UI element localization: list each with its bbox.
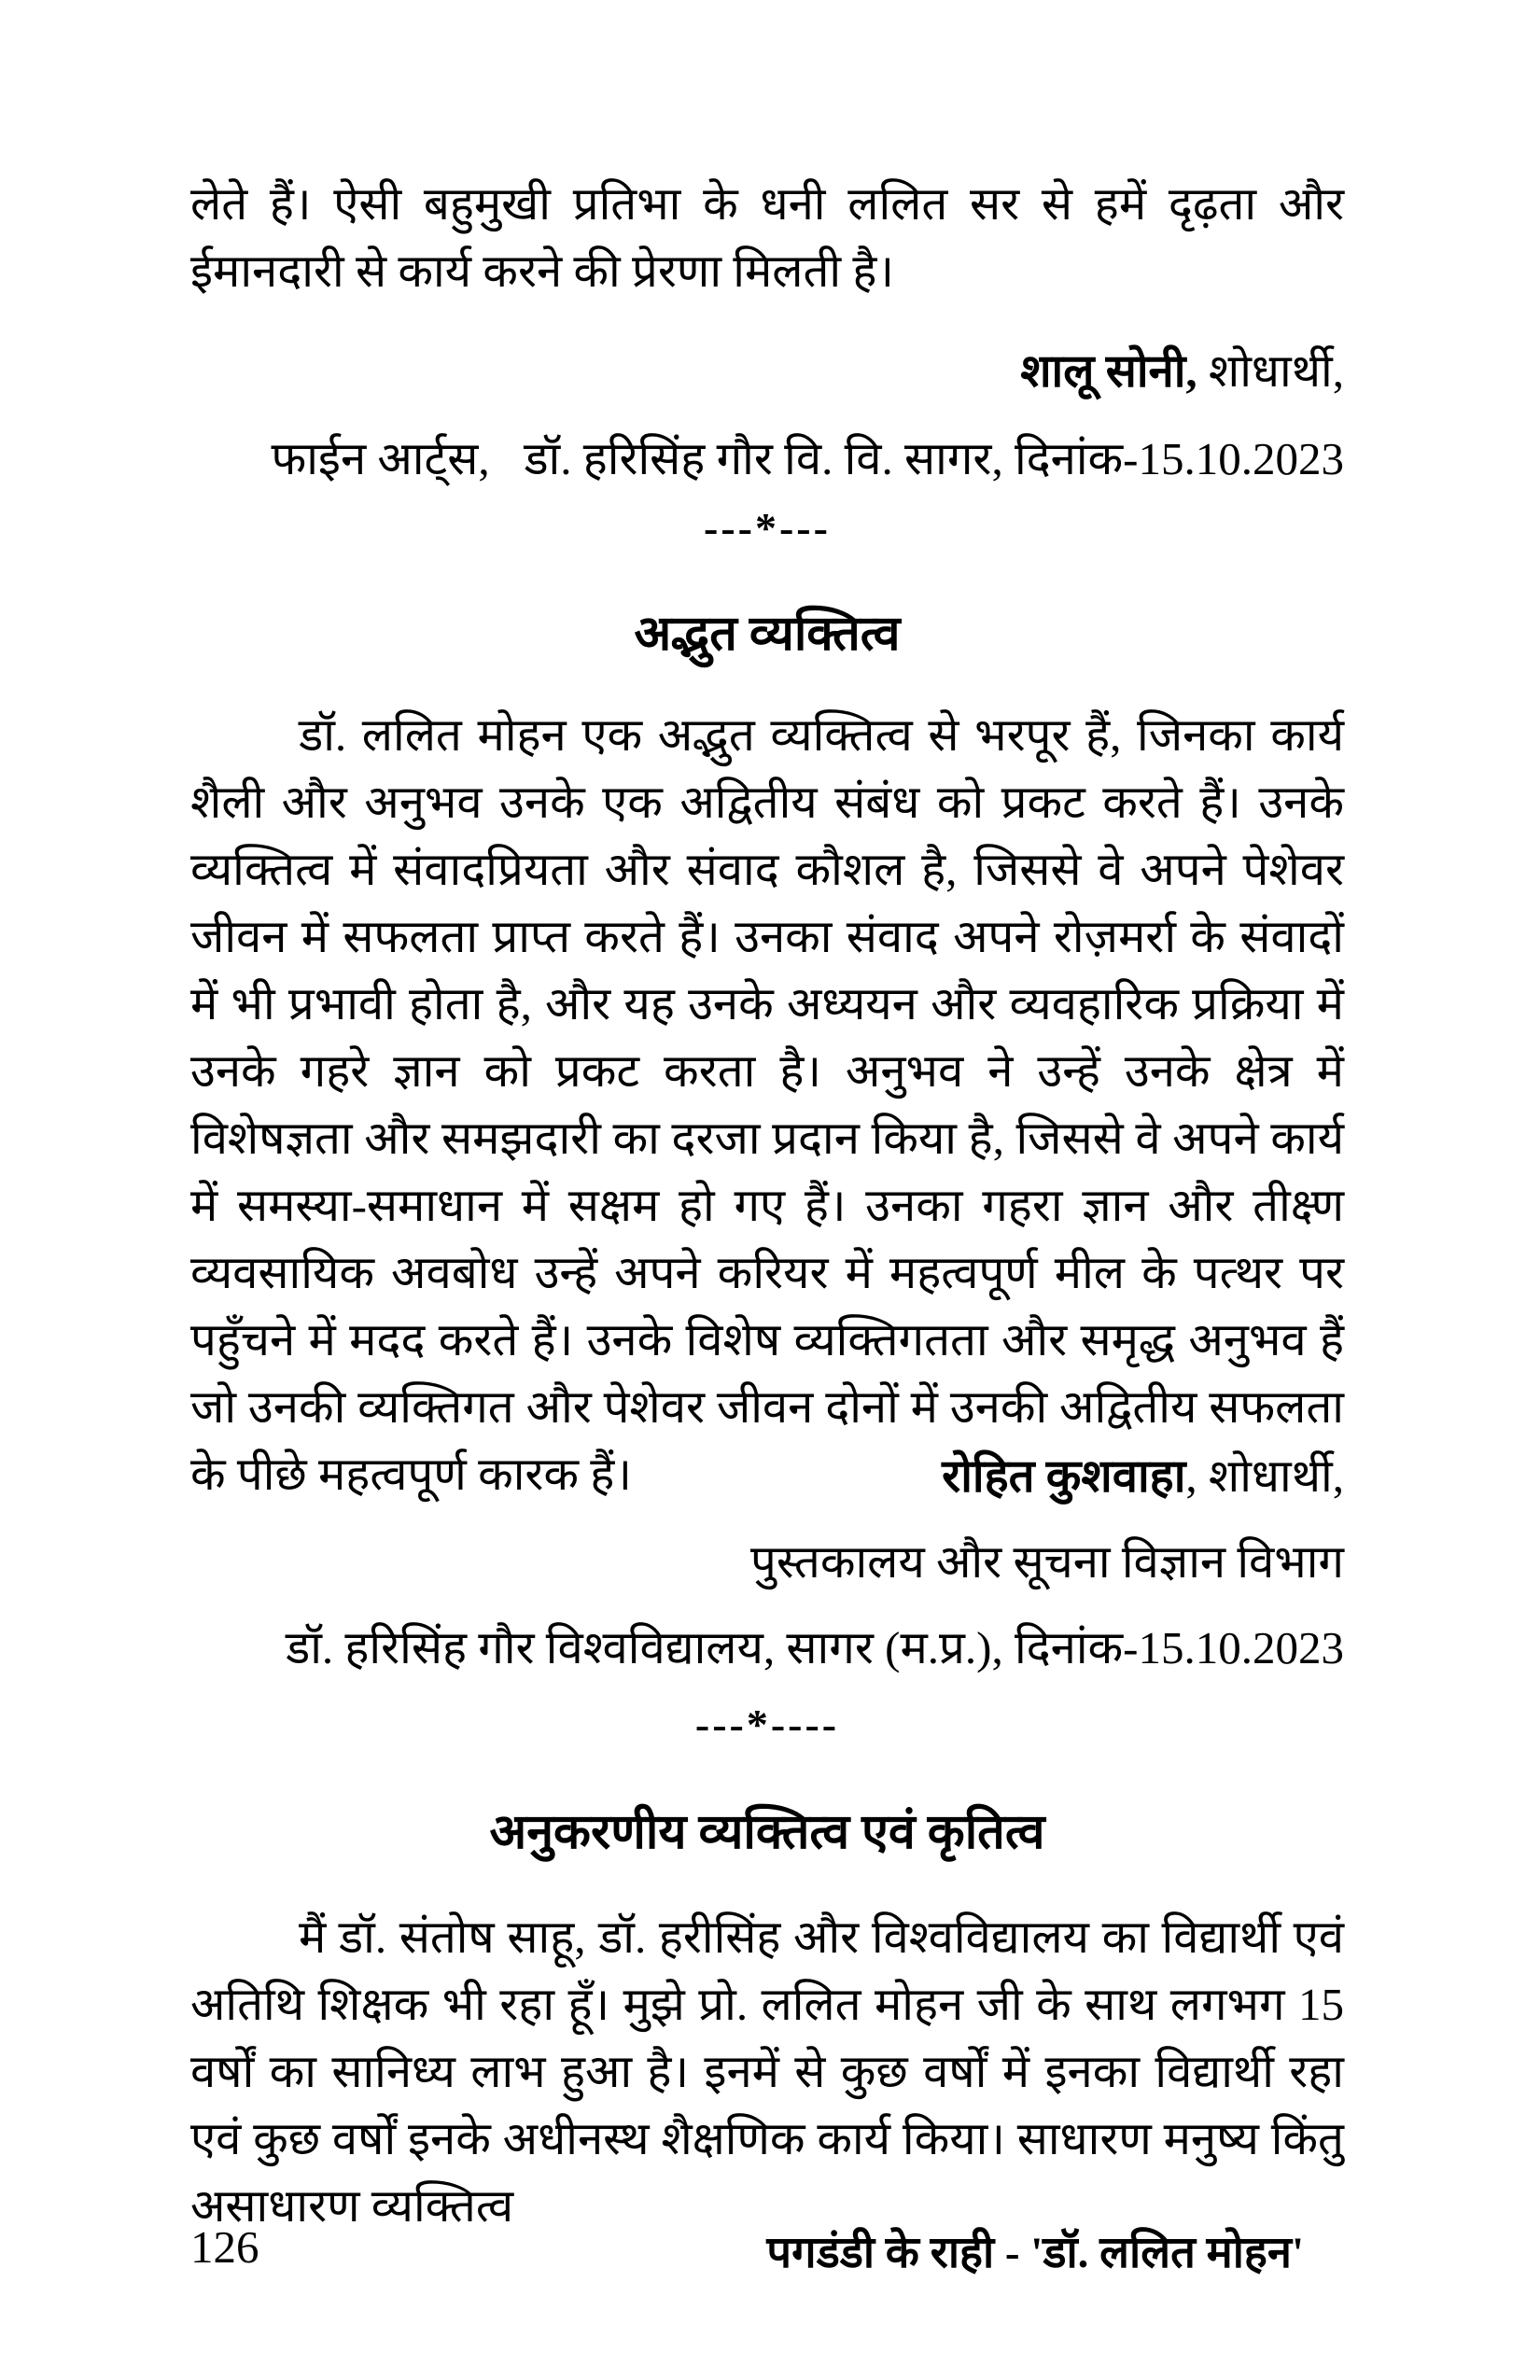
book-title-footer: पगडंडी के राही - 'डॉ. ललित मोहन' (766, 2229, 1304, 2277)
signature-rohit-department: पुस्तकालय और सूचना विज्ञान विभाग (750, 1536, 1344, 1588)
signature-shalu-affiliation: फाईन आर्ट्स, डॉ. हरिसिंह गौर वि. वि. सागर, दिनांक-15.10.2023 (271, 433, 1344, 484)
signature-shalu-soni (190, 329, 1344, 414)
section-separator-2: ---*---- (694, 1701, 840, 1748)
signature-rohit-kushwaha (190, 1434, 1344, 1519)
page-number: 126 (190, 2221, 259, 2273)
testimonial-continued-paragraph: लेते हैं। ऐसी बहुमुखी प्रतिभा के धनी ललित सर से हमें दृढ़ता और ईमानदारी से कार्य करने की प्रेरणा मिलती है। (190, 178, 1344, 297)
signature-role: , शोधार्थी, (1185, 1450, 1344, 1502)
section-heading-adbhut-vyaktitva: अद्भुत व्यक्तित्व (634, 608, 901, 661)
signature-rohit-affiliation: डॉ. हरिसिंह गौर विश्वविद्यालय, सागर (म.प्र.), दिनांक-15.10.2023 (285, 1622, 1344, 1673)
signature-role: शोधार्थी, (1197, 345, 1344, 397)
signature-name: रोहित कुशवाहा (942, 1450, 1186, 1502)
section-separator-1: ---*--- (704, 504, 831, 552)
section-heading-anukarniya-vyaktitva: अनुकरणीय व्यक्तित्व एवं कृतित्व (489, 1806, 1045, 1859)
testimonial-adbhut-paragraph: डॉ. ललित मोहन एक अद्भुत व्यक्तित्व से भरपूर हैं, जिनका कार्य शैली और अनुभव उनके एक अद्वितीय संबंध को प्रकट करते हैं। उनके व्यक्तित्व में संवादप्रियता और संवाद कौशल है, जिससे वे अपने पेशेवर जीवन में सफलता प्राप्त करते हैं। उनका संवाद अपने रोज़मर्रा के संवादों में भी प्रभावी होता है, और यह उनके अध्ययन और व्यवहारिक प्रक्रिया में उनके गहरे ज्ञान को प्रकट करता है। अनुभव ने उन्हें उनके क्षेत्र में विशेषज्ञता और समझदारी का दरजा प्रदान किया है, जिससे वे अपने कार्य में समस्या-समाधान में सक्षम हो गए हैं। उनका गहरा ज्ञान और तीक्ष्ण व्यवसायिक अवबोध उन्हें अपने करियर में महत्वपूर्ण मील के पत्थर पर पहुँचने में मदद करते हैं। उनके विशेष व्यक्तिगतता और समृद्ध अनुभव हैं जो उनकी व्यक्तिगत और पेशेवर जीवन दोनों में उनकी अद्वितीय सफलता के पीछे महत्वपूर्ण कारक हैं। (190, 709, 1344, 1500)
testimonial-anukarniya-paragraph: मैं डॉ. संतोष साहू, डॉ. हरीसिंह और विश्वविद्यालय का विद्यार्थी एवं अतिथि शिक्षक भी रहा हूँ। मुझे प्रो. ललित मोहन जी के साथ लगभग 15 वर्षों का सानिध्य लाभ हुआ है। इनमें से कुछ वर्षों में इनका विद्यार्थी रहा एवं कुछ वर्षों इनके अधीनस्थ शैक्षणिक कार्य किया। साधारण मनुष्य किंतु असाधारण व्यक्तित्व (190, 1911, 1344, 2232)
signature-name: शालू सोनी, (1020, 345, 1197, 397)
